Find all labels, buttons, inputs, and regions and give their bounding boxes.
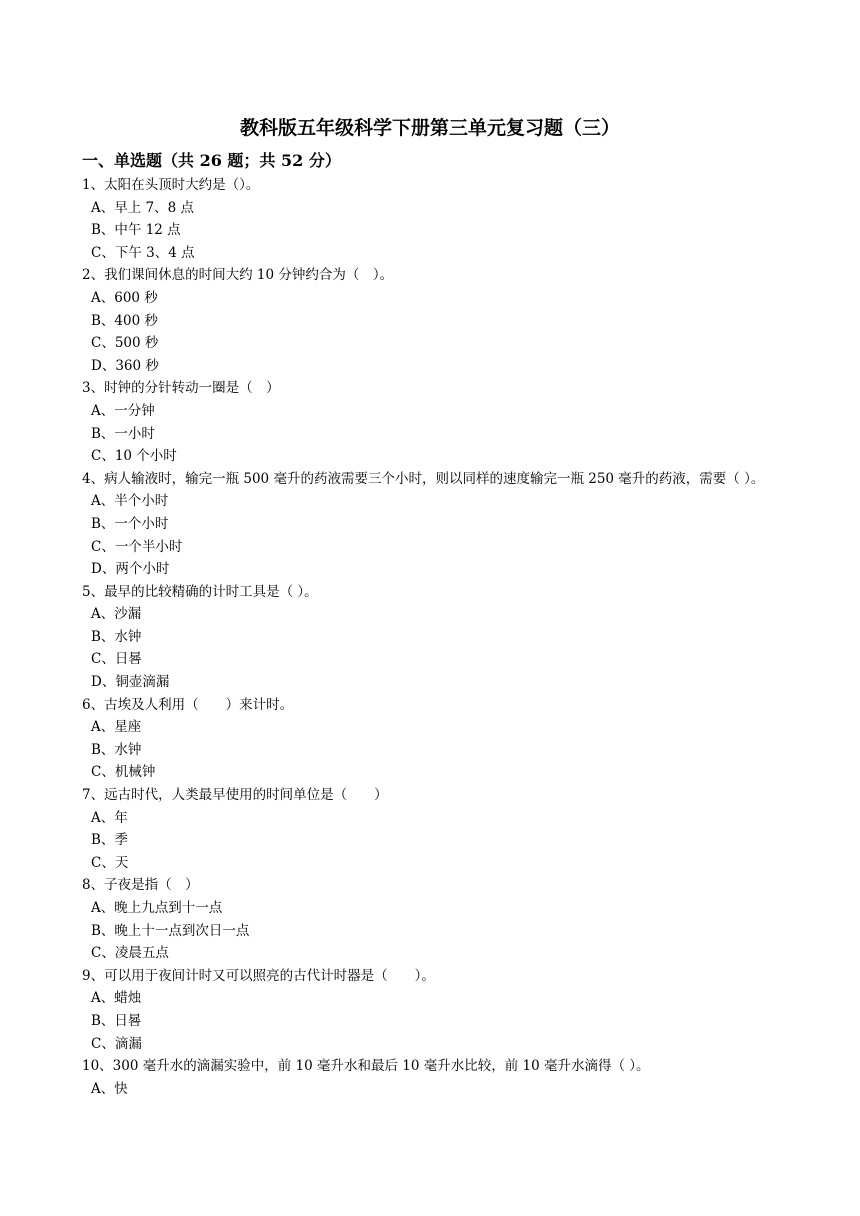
question-3 (82, 377, 782, 467)
question-option: A、沙漏 (91, 606, 142, 623)
question-stem: 5、最早的比较精确的计时工具是（ ）。 (82, 583, 318, 600)
question-option: A、年 (91, 809, 128, 826)
question-10 (82, 1055, 782, 1100)
question-option: B、晚上十一点到次日一点 (91, 922, 250, 939)
question-stem: 8、子夜是指（ ） (82, 877, 199, 894)
question-stem: 7、远古时代，人类最早使用的时间单位是（ ） (82, 787, 388, 804)
question-1 (82, 174, 782, 264)
question-9 (82, 965, 782, 1055)
question-option: C、10 个小时 (91, 448, 177, 465)
question-7 (82, 784, 782, 874)
question-option: C、凌晨五点 (91, 945, 169, 962)
question-stem: 4、病人输液时，输完一瓶 500 毫升的药液需要三个小时，则以同样的速度输完一瓶 250 毫升的药液，需要（ ）。 (82, 470, 765, 487)
question-option: A、蜡烛 (91, 990, 142, 1007)
document-title: 教科版五年级科学下册第三单元复习题（三） (239, 117, 620, 139)
question-option: D、两个小时 (91, 561, 170, 578)
question-4 (82, 468, 782, 581)
question-option: B、中午 12 点 (91, 222, 181, 239)
question-option: C、日晷 (91, 651, 142, 668)
question-option: A、星座 (91, 719, 142, 736)
question-option: B、水钟 (91, 741, 142, 758)
question-option: C、下午 3、4 点 (91, 244, 195, 261)
question-option: A、快 (91, 1080, 128, 1097)
question-option: B、400 秒 (91, 312, 158, 329)
question-option: A、早上 7、8 点 (91, 199, 195, 216)
question-option: D、铜壶滴漏 (91, 674, 170, 691)
question-option: C、一个半小时 (91, 538, 183, 555)
question-option: A、600 秒 (91, 289, 158, 306)
question-2 (82, 264, 782, 377)
question-option: B、日晷 (91, 1012, 142, 1029)
question-stem: 3、时钟的分针转动一圈是（ ） (82, 380, 280, 397)
question-option: C、天 (91, 854, 129, 871)
question-stem: 10、300 毫升水的滴漏实验中，前 10 毫升水和最后 10 毫升水比较，前 10 毫升水滴得（ ）。 (82, 1058, 650, 1075)
question-option: A、一分钟 (91, 402, 155, 419)
question-5 (82, 581, 782, 694)
question-option: C、500 秒 (91, 335, 159, 352)
question-list (82, 174, 782, 1100)
question-option: B、水钟 (91, 628, 142, 645)
question-option: C、机械钟 (91, 764, 156, 781)
question-stem: 6、古埃及人利用（ ）来计时。 (82, 696, 294, 713)
question-option: A、半个小时 (91, 493, 169, 510)
question-option: B、一个小时 (91, 515, 169, 532)
question-stem: 2、我们课间休息的时间大约 10 分钟约合为（ ）。 (82, 267, 394, 284)
question-option: B、一小时 (91, 425, 155, 442)
section-heading: 一、单选题（共 26 题；共 52 分） (82, 151, 341, 170)
question-option: C、滴漏 (91, 1035, 142, 1052)
question-option: D、360 秒 (91, 357, 159, 374)
question-8 (82, 874, 782, 964)
question-stem: 1、太阳在头顶时大约是（）。 (82, 177, 260, 193)
question-stem: 9、可以用于夜间计时又可以照亮的古代计时器是（ ）。 (82, 967, 435, 984)
question-option: B、季 (91, 832, 128, 849)
question-option: A、晚上九点到十一点 (91, 900, 223, 916)
question-6 (82, 694, 782, 784)
